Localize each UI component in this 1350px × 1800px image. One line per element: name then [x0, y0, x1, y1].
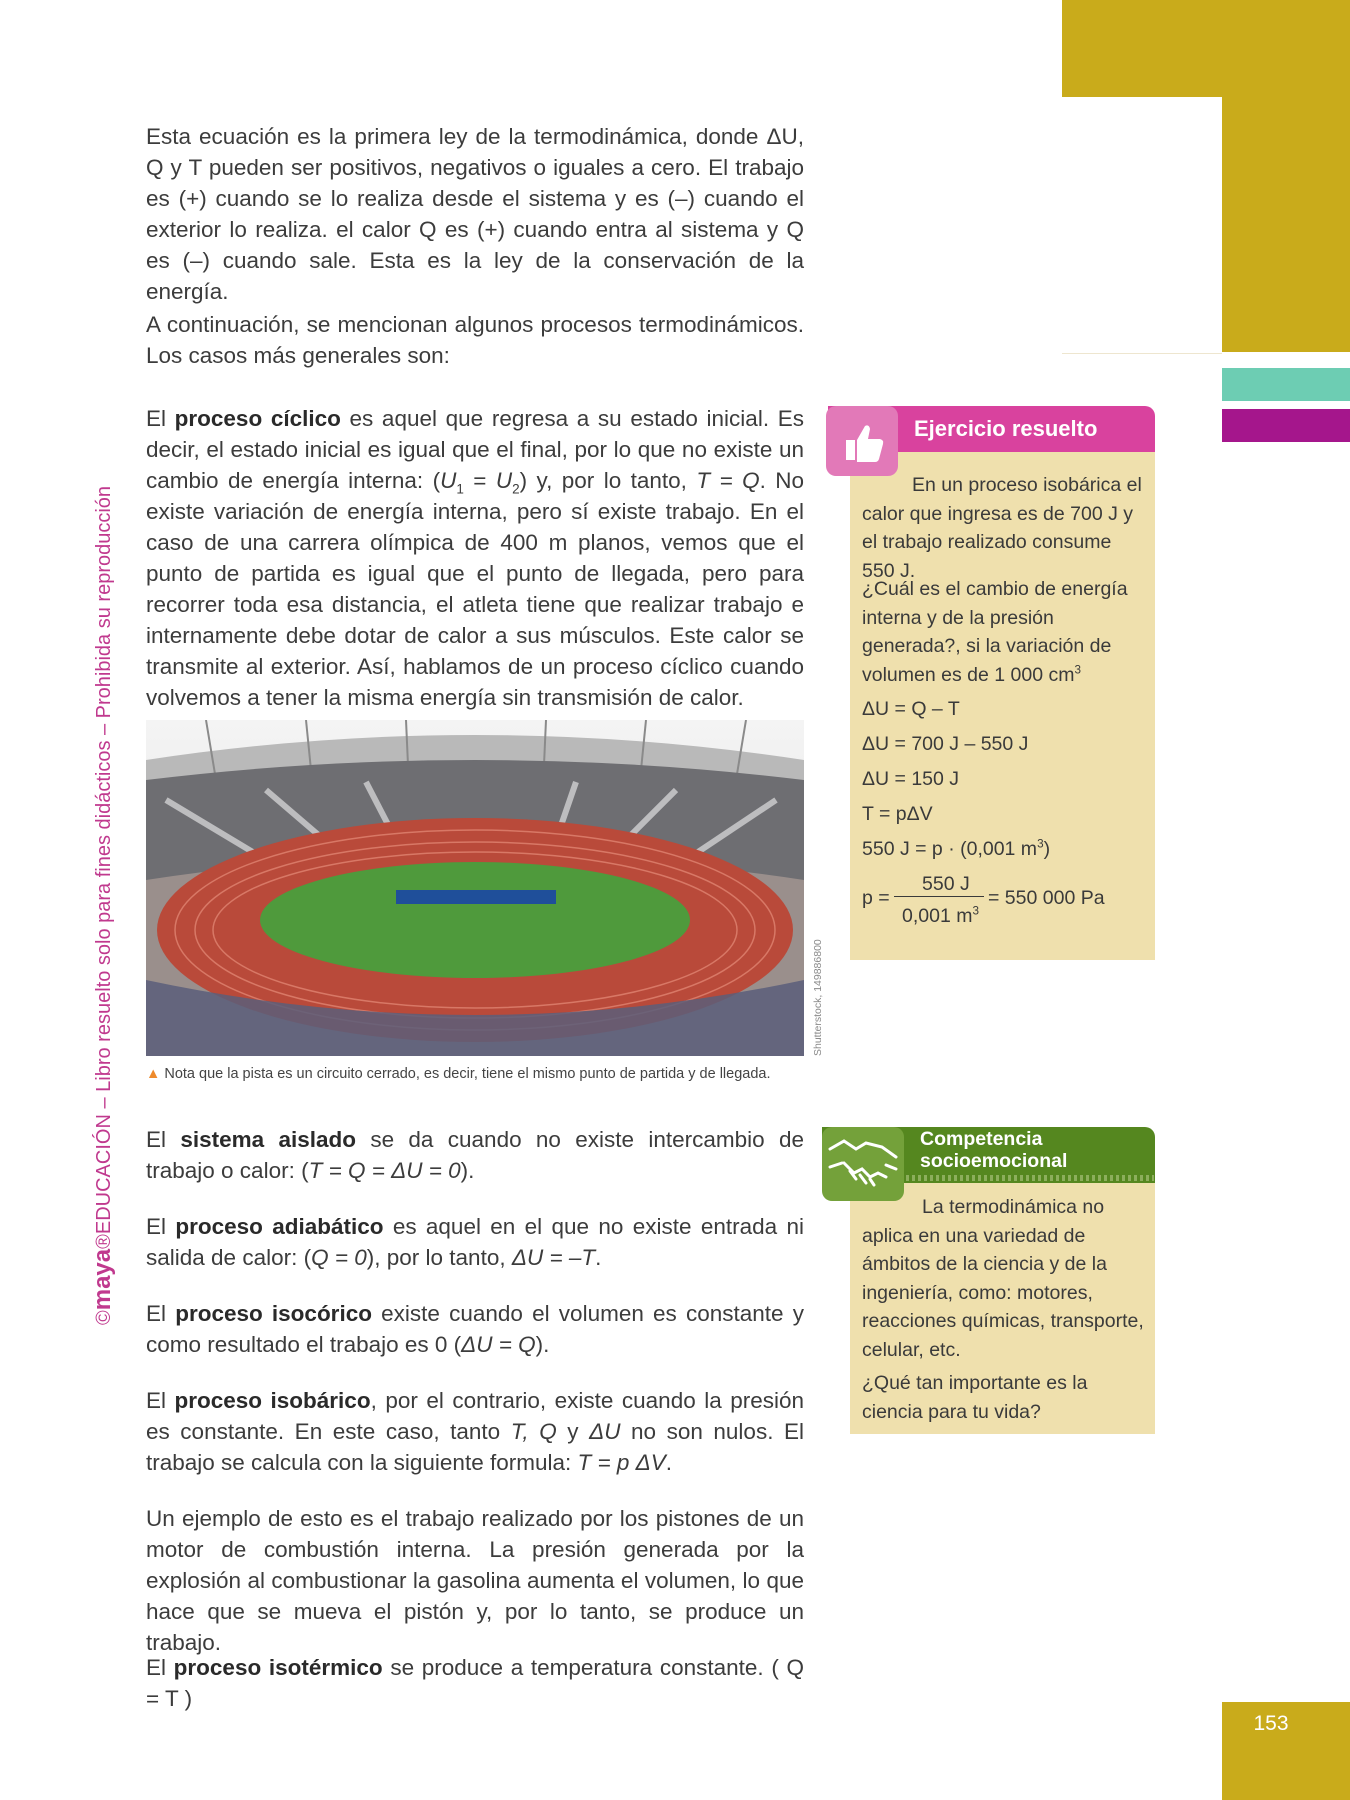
side-copyright-note	[88, 485, 118, 1325]
fraction-numerator: 550 J	[922, 873, 970, 895]
isochoric-process-paragraph: El proceso isocórico existe cuando el volumen es constante y como resultado el trabajo es 0 (ΔU = Q).	[146, 1301, 804, 1357]
processes-intro-paragraph: A continuación, se mencionan algunos procesos termodinámicos. Los casos más generales son:	[146, 312, 804, 368]
photo-caption: ▲ Nota que la pista es un circuito cerrado, es decir, tiene el mismo punto de partida y de llegada.	[146, 1066, 771, 1082]
copyright-symbol: ©	[93, 1310, 115, 1325]
intro-paragraph: Esta ecuación es la primera ley de la termodinámica, donde ΔU, Q y T pueden ser positivos, negativos o iguales a cero. El trabajo es (+) cuando se lo realiza desde el sistema y es (–) cuando el exterior lo realiza. el calor Q es (+) cuando entra al sistema y Q es (–) cuando sale. Esta es la ley de la conservación de la energía.	[146, 124, 804, 304]
decorative-divider	[1062, 353, 1222, 354]
cyclic-process-term: proceso cíclico	[174, 406, 341, 431]
isothermal-process-paragraph: El proceso isotérmico se produce a temperatura constante. ( Q = T )	[146, 1655, 804, 1711]
thumbs-up-icon	[826, 406, 898, 476]
handshake-icon	[822, 1127, 904, 1201]
pressure-label: p =	[862, 887, 890, 909]
fraction-bar	[894, 896, 984, 897]
isolated-system-paragraph: El sistema aislado se da cuando no existe intercambio de trabajo o calor: (T = Q = ΔU = 0).	[146, 1127, 805, 1183]
decorative-band-top	[1062, 0, 1350, 97]
adiabatic-process-paragraph: El proceso adiabático es aquel en el que no existe entrada ni salida de calor: (Q = 0), por lo tanto, ΔU = –T.	[146, 1214, 804, 1270]
exercise-step-2: ΔU = 700 J – 550 J	[862, 733, 1029, 755]
socioemotional-question: ¿Qué tan importante es la ciencia para tu vida?	[862, 1372, 1088, 1423]
exercise-question: ¿Cuál es el cambio de energía interna y de la presión generada?, si la variación de volumen es de 1 000 $cm^3$	[862, 578, 1128, 686]
registered-mark: ®	[93, 1234, 115, 1249]
exercise-step-5: 550 J = p · (0,001 $m^3$)	[862, 837, 1051, 860]
exercise-statement: En un proceso isobárica el calor que ingresa es de 700 J y el trabajo realizado consume 550 J.	[862, 474, 1142, 582]
solved-exercise-title: Ejercicio resuelto	[914, 416, 1098, 441]
photo-credit: Shutterstock, 149886800	[812, 939, 824, 1056]
brand-logo-text: maya	[89, 1248, 116, 1311]
pressure-result: = 550 000 Pa	[988, 887, 1105, 909]
stadium-photo	[146, 720, 804, 1056]
exercise-step-1: ΔU = Q – T	[862, 698, 960, 720]
socioemotional-text: La termodinámica no aplica en una variedad de ámbitos de la ciencia y de la ingeniería, como: motores, reacciones químicas, transporte, celular, etc.	[862, 1196, 1144, 1361]
side-copyright-text: EDUCACIÓN – Libro resuelto solo para fines didácticos – Prohibida su reproducción	[93, 485, 115, 1235]
exercise-step-4: T = pΔV	[862, 803, 933, 825]
caption-triangle-icon: ▲	[146, 1066, 161, 1082]
decorative-band-column	[1222, 97, 1350, 352]
piston-example-paragraph: Un ejemplo de esto es el trabajo realizado por los pistones de un motor de combustión interna. La presión generada por la explosión al combustionar la gasolina aumenta el volumen, lo que hace que se mueva el pistón y, por lo tanto, se produce un trabajo.	[146, 1506, 804, 1655]
cyclic-process-paragraph: El proceso cíclico es aquel que regresa a su estado inicial. Es decir, el estado inicial es igual que el final, por lo que no existe un cambio de energía interna: $(U_1 = U_2)$ y, por lo tanto, T = Q. No existe variación de energía interna, pero sí existe trabajo. En el caso de una carrera olímpica de 400 m planos, vemos que el punto de partida es igual que el punto de llegada, pero para recorrer toda esa distancia, el atleta tiene que realizar trabajo e internamente debe dotar de calor a sus músculos. Este calor se transmite al exterior. Así, hablamos de un proceso cíclico cuando volvemos a tener la misma energía sin transmisión de calor.	[146, 406, 805, 710]
header-hatch-decoration	[906, 1175, 1154, 1181]
exercise-step-3: ΔU = 150 J	[862, 768, 960, 790]
page-number: 153	[1253, 1712, 1289, 1735]
isobaric-process-paragraph: El proceso isobárico, por el contrario, existe cuando la presión es constante. En este caso, tanto T, Q y ΔU no son nulos. El trabajo se calcula con la siguiente formula: T = p ΔV.	[146, 1388, 805, 1475]
fraction-denominator: 0,001 $m^3$	[902, 904, 979, 927]
decorative-tab-magenta	[1222, 409, 1350, 442]
socioemotional-title: Competencia socioemocional	[920, 1128, 1068, 1172]
decorative-tab-teal	[1222, 368, 1350, 401]
